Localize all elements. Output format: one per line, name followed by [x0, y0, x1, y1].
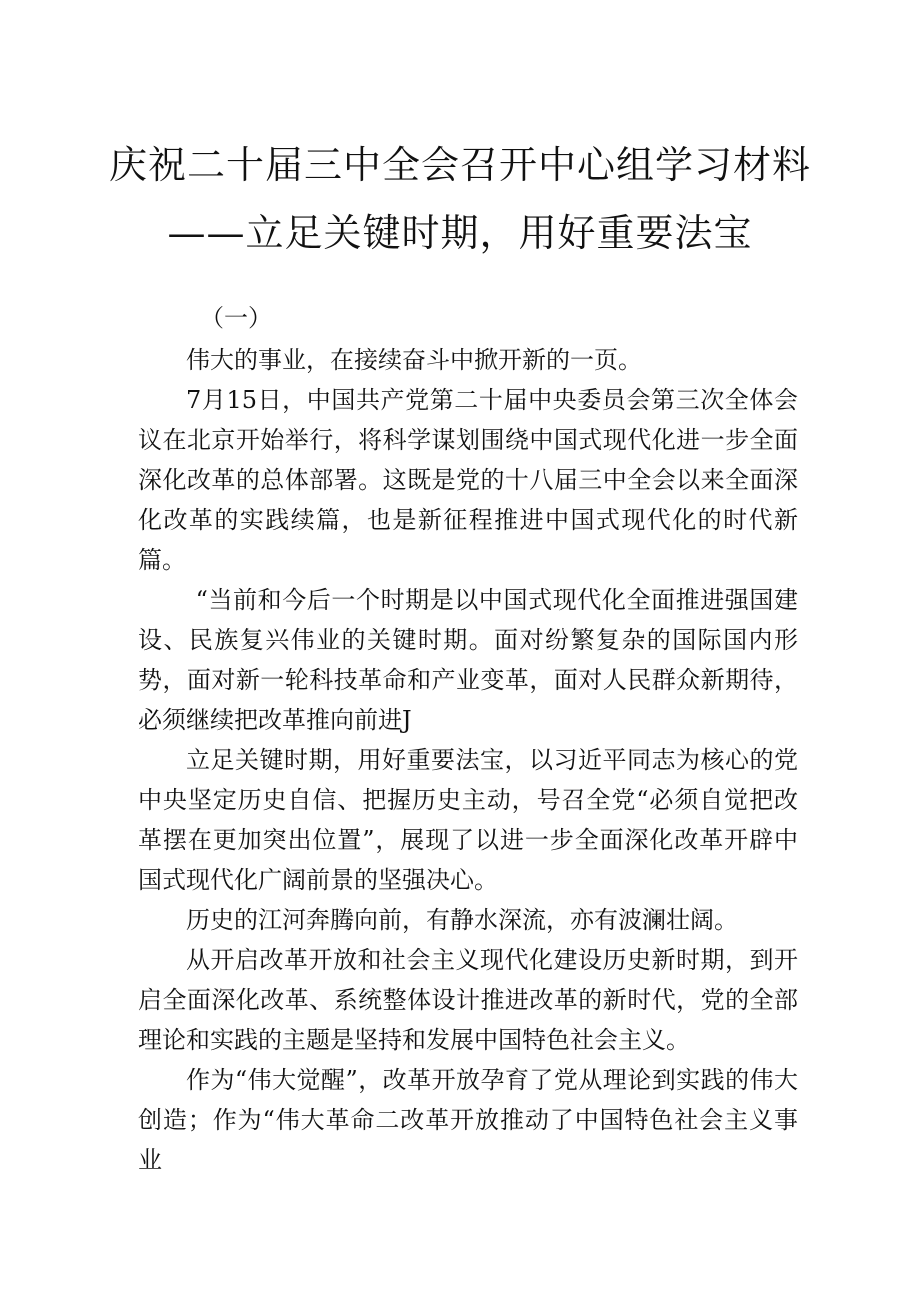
paragraph: 历史的江河奔腾向前，有静水深流，亦有波澜壮阔。 — [186, 906, 738, 934]
document-subtitle: ——立足关键时期，用好重要法宝 — [167, 211, 753, 255]
paragraph: 从开启改革开放和社会主义现代化建设历史新时期，到开启全面深化改革、系统整体设计推进改革的新时代，党的全部理论和实践的主题是坚持和发展中国特色社会主义。 — [138, 946, 798, 1054]
paragraph: 立足关键时期，用好重要法宝，以习近平同志为核心的党中央坚定历史自信、把握历史主动，号召全党“必须自觉把改革摆在更加突出位置”，展现了以进一步全面深化改革开辟中国式现代化广阔前景的坚强决心。 — [138, 746, 798, 894]
paragraph: 伟大的事业，在接续奋斗中掀开新的一页。 — [186, 346, 642, 374]
paragraph: 7月15日，中国共产党第二十届中央委员会第三次全体会议在北京开始举行，将科学谋划围绕中国式现代化进一步全面深化改革的总体部署。这既是党的十八届三中全会以来全面深化改革的实践续篇，也是新征程推进中国式现代化的时代新篇。 — [138, 386, 798, 574]
paragraph: “当前和今后一个时期是以中国式现代化全面推进强国建设、民族复兴伟业的关键时期。面对纷繁复杂的国际国内形势，面对新一轮科技革命和产业变革，面对人民群众新期待，必须继续把改革推向前进J — [138, 586, 798, 734]
section-label: （一） — [200, 304, 272, 332]
document-body — [138, 340, 798, 1180]
paragraph: 作为“伟大觉醒”，改革开放孕育了党从理论到实践的伟大创造；作为“伟大革命二改革开放推动了中国特色社会主义事业 — [138, 1066, 798, 1174]
document-title: 庆祝二十届三中全会召开中心组学习材料 — [108, 143, 811, 187]
